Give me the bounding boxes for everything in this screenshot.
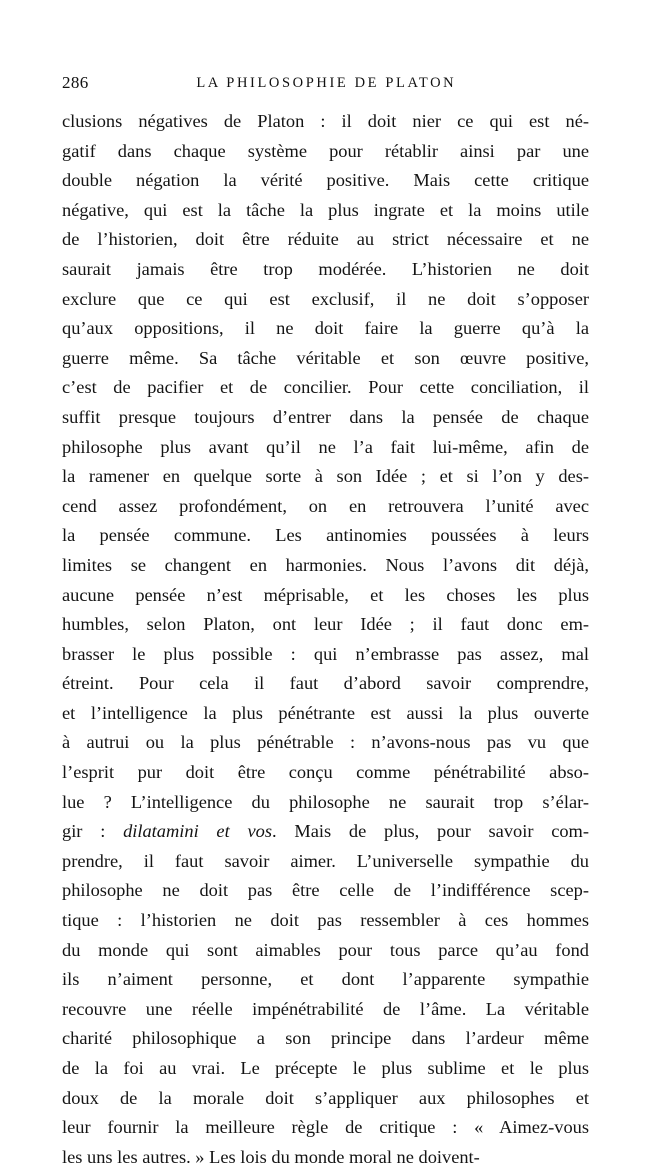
text-line: guerre même. Sa tâche véritable et son œuvre positive,	[62, 347, 589, 368]
text-line: humbles, selon Platon, ont leur Idée ; il faut donc em-	[62, 614, 589, 635]
text-line: cend assez profondément, on en retrouvera l’unité avec	[62, 495, 589, 516]
text-line: prendre, il faut savoir aimer. L’universelle sympathie du	[62, 850, 589, 871]
page-number: 286	[62, 73, 89, 92]
text-line: tique : l’historien ne doit pas ressembler à ces hommes	[62, 910, 589, 931]
body-text-block	[62, 107, 589, 1172]
text-line: négative, qui est la tâche la plus ingrate et la moins utile	[62, 199, 589, 220]
text-line: philosophe ne doit pas être celle de l’indifférence scep-	[62, 880, 589, 901]
text-line: de l’historien, doit être réduite au strict nécessaire et ne	[62, 229, 589, 250]
text-line: double négation la vérité positive. Mais cette critique	[62, 170, 589, 191]
running-head	[62, 72, 588, 94]
running-head-title: LA PHILOSOPHIE DE PLATON	[196, 75, 457, 91]
text-line: recouvre une réelle impénétrabilité de l’âme. La véritable	[62, 998, 589, 1019]
latin-quote: dilatamini et vos	[123, 821, 272, 842]
text-line: qu’aux oppositions, il ne doit faire la guerre qu’à la	[62, 318, 589, 339]
text-line: leur fournir la meilleure règle de critique : « Aimez-vous	[62, 1117, 589, 1138]
text-line: de la foi au vrai. Le précepte le plus sublime et le plus	[62, 1058, 589, 1078]
text-line: brasser le plus possible : qui n’embrasse pas assez, mal	[62, 643, 589, 664]
text-line: exclure que ce qui est exclusif, il ne doit s’opposer	[62, 288, 589, 309]
text-line: philosophe plus avant qu’il ne l’a fait lui-même, afin de	[62, 436, 589, 457]
text-line: c’est de pacifier et de concilier. Pour cette conciliation, il	[62, 377, 589, 398]
text-line: les uns les autres. » Les lois du monde moral ne doivent-	[62, 1146, 480, 1167]
text-line: clusions négatives de Platon : il doit nier ce qui est né-	[62, 111, 589, 131]
text-line: limites se changent en harmonies. Nous l’avons dit déjà,	[62, 554, 589, 575]
line-segment-after: . Mais de plus, pour savoir com-	[271, 821, 589, 842]
text-line: lue ? L’intelligence du philosophe ne saurait trop s’élar-	[62, 791, 589, 812]
text-line: gatif dans chaque système pour rétablir ainsi par une	[62, 140, 589, 161]
text-line: aucune pensée n’est méprisable, et les choses les plus	[62, 584, 589, 605]
text-line: à autrui ou la plus pénétrable : n’avons-nous pas vu que	[62, 732, 589, 753]
text-line: la pensée commune. Les antinomies poussées à leurs	[62, 525, 589, 546]
text-line: étreint. Pour cela il faut d’abord savoir comprendre,	[62, 673, 589, 694]
text-line: suffit presque toujours d’entrer dans la pensée de chaque	[62, 406, 589, 427]
text-line: saurait jamais être trop modérée. L’historien ne doit	[62, 258, 589, 279]
text-line: et l’intelligence la plus pénétrante est aussi la plus ouverte	[62, 702, 589, 723]
text-line: doux de la morale doit s’appliquer aux philosophes et	[62, 1087, 589, 1108]
text-line: charité philosophique a son principe dans l’ardeur même	[62, 1028, 589, 1049]
text-line: l’esprit pur doit être conçu comme pénétrabilité abso-	[62, 762, 589, 783]
text-line: du monde qui sont aimables pour tous parce qu’au fond	[62, 939, 589, 960]
line-segment-before: gir :	[62, 821, 124, 842]
text-line: ils n’aiment personne, et dont l’apparente sympathie	[62, 969, 589, 990]
text-line: la ramener en quelque sorte à son Idée ; et si l’on y des-	[62, 466, 589, 487]
text-line-with-latin-quote	[62, 817, 589, 847]
